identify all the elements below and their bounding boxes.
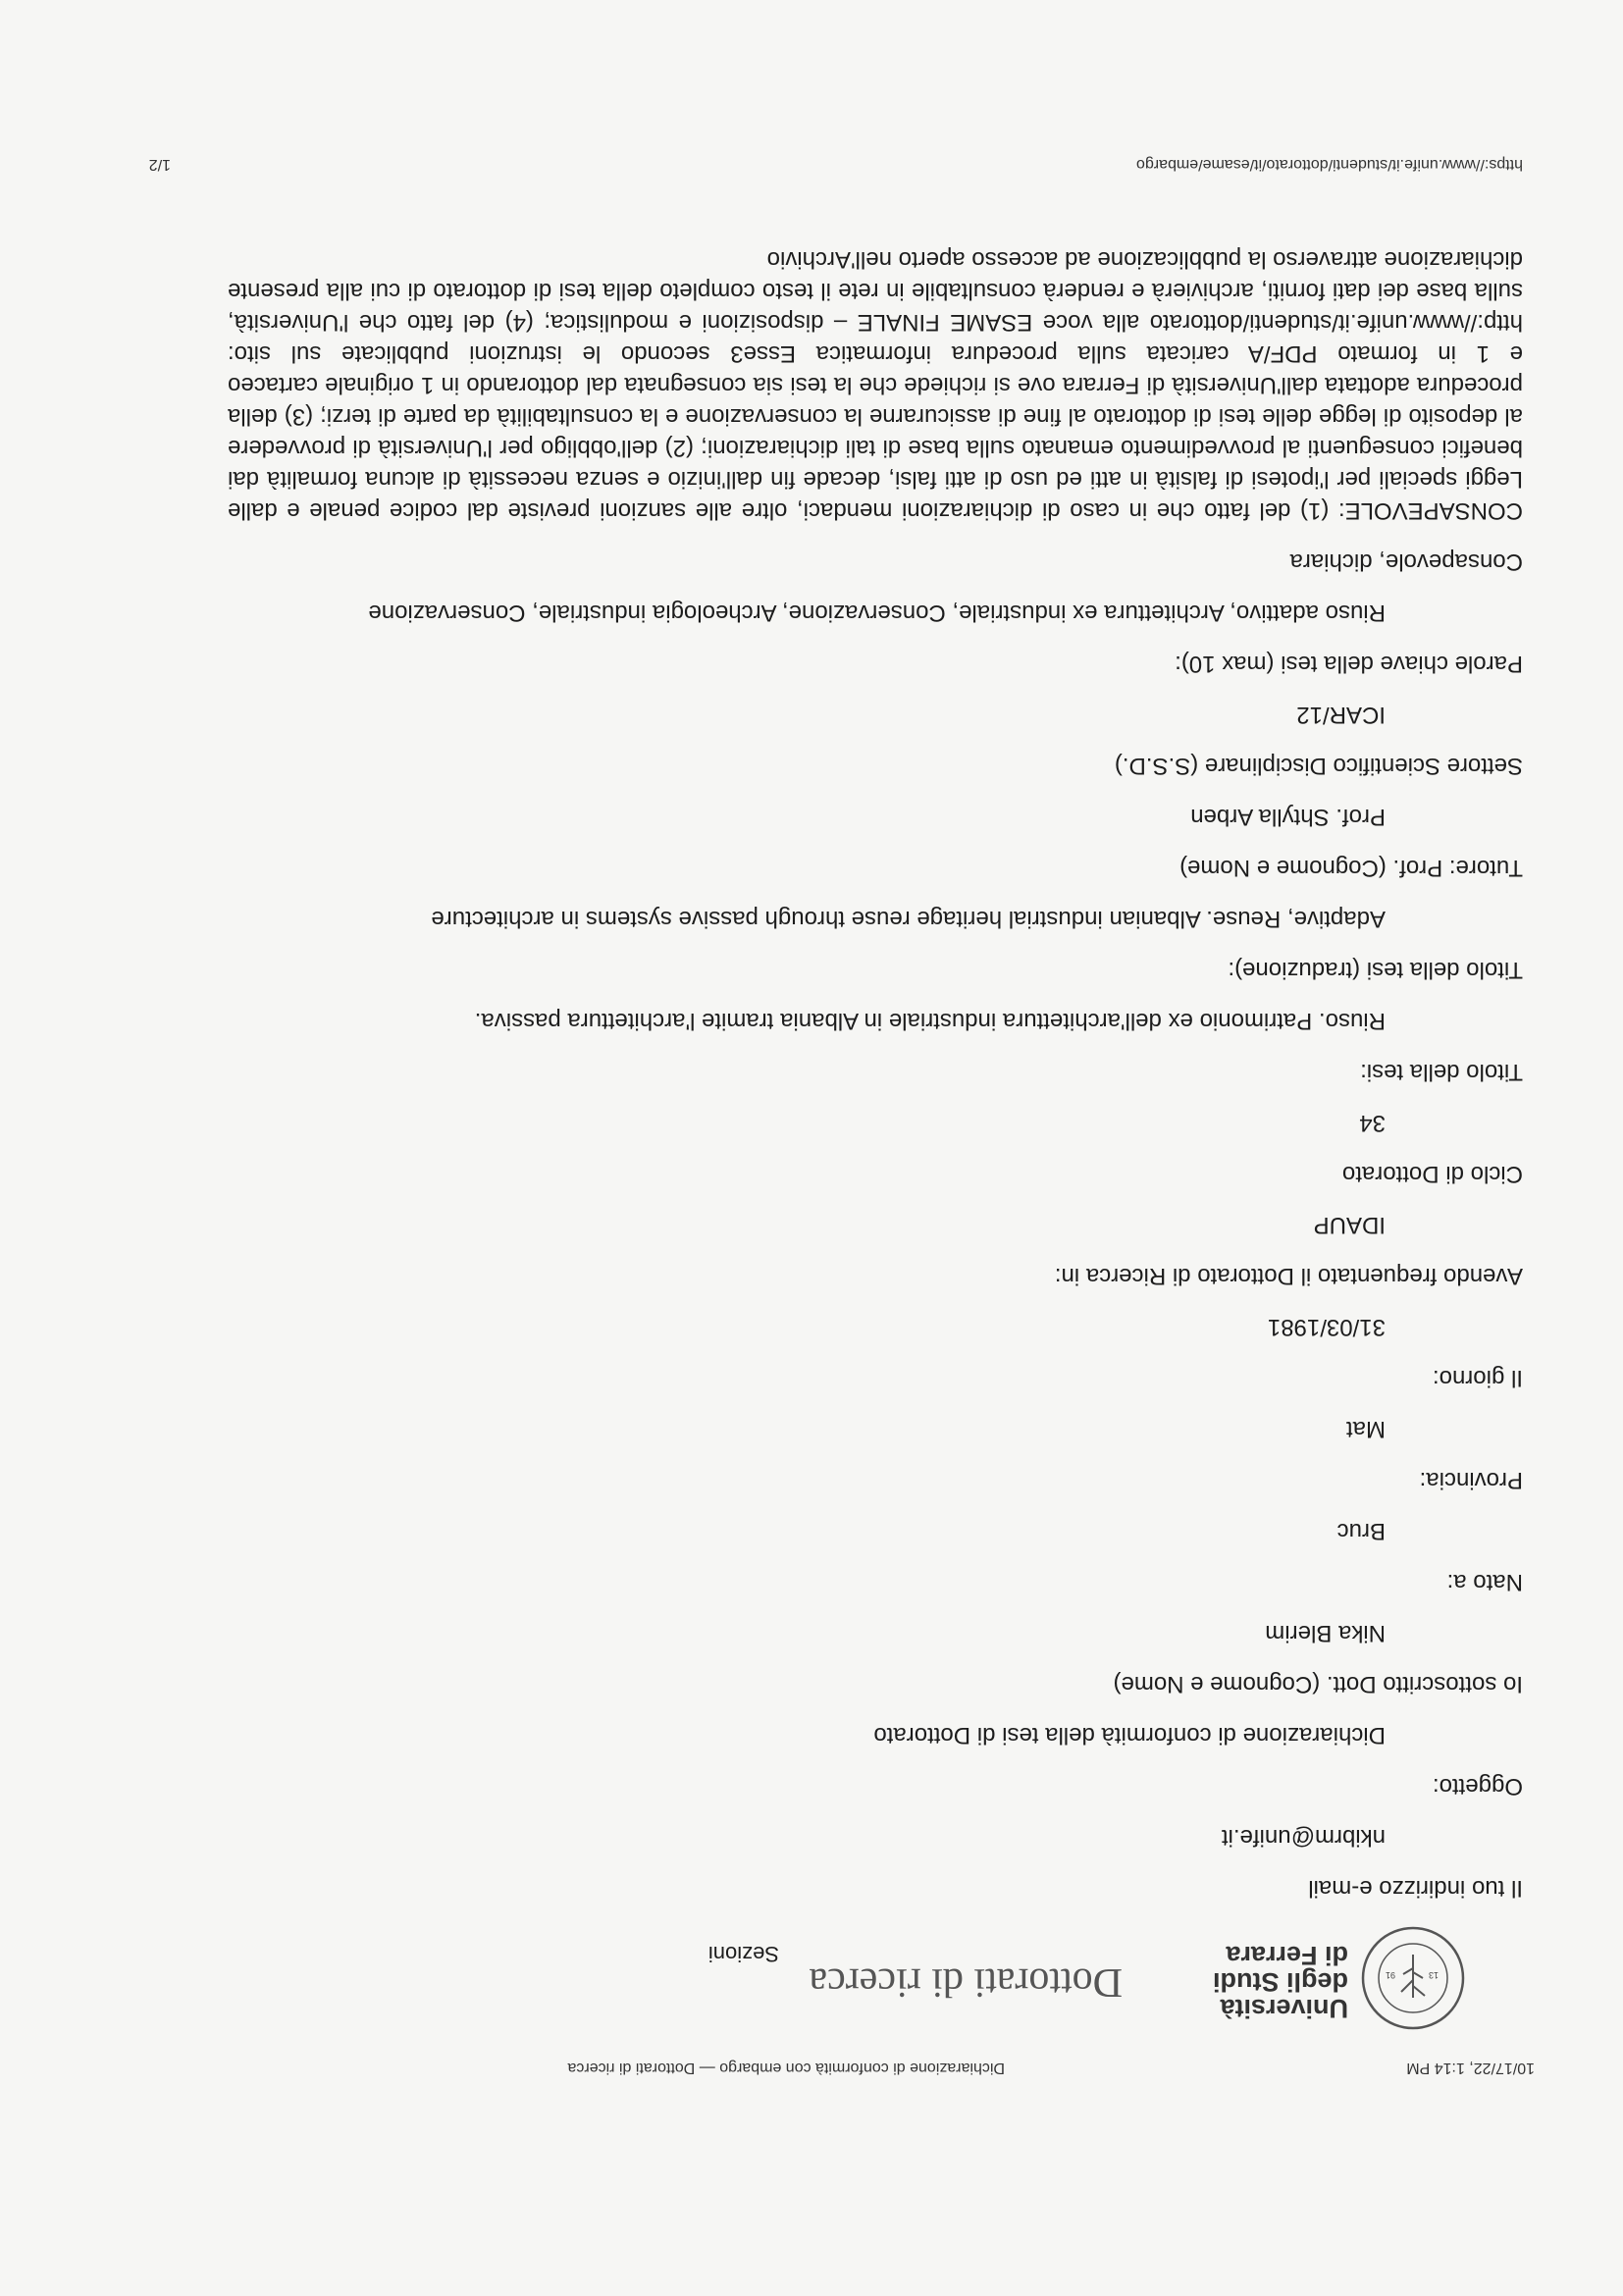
tutore-label: Tutore: Prof. (Cognome e Nome) bbox=[1179, 855, 1523, 881]
svg-text:91: 91 bbox=[1385, 1970, 1395, 1980]
sezioni-menu-link[interactable]: Sezioni bbox=[707, 1942, 779, 1966]
consapevole-text: CONSAPEVOLE: (1) del fatto che in caso di dichiarazioni mendaci, oltre alle sanzioni previste dal codice penale e dalle Leggi speciali per l'ipotesi di falsità in atti ed uso di atti falsi, decade fin dall'inizio e senza necessità di alcuna formalità dai benefici conseguenti al provvedimento emanato sulla base di tali dichiarazioni; (2) dell'obbligo per l'Università di provvedere al deposito di legge delle tesi di dottorato al fine di assicurarne la conservazione e la consultabilità da parte di terzi; (3) della procedura adottata dall'Università di Ferrara ove si richiede che la tesi sia consegnata dal dottorando in 1 originale cartaceo e 1 in formato PDF/A caricata sulla procedura informatica Esse3 secondo le istruzioni pubblicate sul sito: http://www.unife.it/studenti/dottorato alla voce ESAME FINALE – disposizioni e modulistica; (4) del fatto che l'Università, sulla base dei dati forniti, archivierà e renderà consultabile in rete il testo completo della tesi di dottorato di cui alla presente dichiarazione attraverso la pubblicazione ad accesso aperto nell'Archivio bbox=[228, 246, 1523, 524]
consapevole-label: Consapevole, dichiara bbox=[1289, 548, 1523, 575]
titolo-traduzione-value: Adaptive, Reuse. Albanian industrial heritage reuse through passive systems in architecture bbox=[431, 906, 1386, 932]
tutore-value: Prof. Shtylla Arben bbox=[1190, 804, 1386, 830]
titolo-traduzione-label: Titolo della tesi (traduzione): bbox=[1228, 957, 1523, 983]
dottorato-label: Avendo frequentato il Dottorato di Ricerca in: bbox=[1054, 1263, 1523, 1289]
portal-title: Dottorati di ricerca bbox=[809, 1959, 1123, 2005]
sottoscritto-value: Nika Blerim bbox=[1265, 1620, 1386, 1646]
sottoscritto-label: Io sottoscritto Dott. (Cognome e Nome) bbox=[1113, 1671, 1523, 1697]
provincia-label: Provincia: bbox=[1419, 1467, 1523, 1493]
ssd-label: Settore Scientifico Disciplinare (S.S.D.) bbox=[1114, 753, 1523, 779]
giorno-value: 31/03/1981 bbox=[1267, 1314, 1386, 1340]
titolo-label: Titolo della tesi: bbox=[1360, 1059, 1523, 1085]
print-datetime: 10/17/22, 1:14 PM bbox=[1406, 2060, 1535, 2076]
university-name bbox=[1213, 1942, 1348, 2021]
ssd-value: ICAR/12 bbox=[1296, 702, 1386, 728]
oggetto-label: Oggetto: bbox=[1432, 1773, 1523, 1800]
nato-value: Bruc bbox=[1336, 1518, 1386, 1544]
page-number: 1/2 bbox=[148, 156, 171, 173]
university-name-line-3: di Ferrara bbox=[1226, 1941, 1348, 1970]
titolo-value: Riuso. Patrimonio ex dell'architettura industriale in Albania tramite l'architettura passiva. bbox=[474, 1008, 1386, 1034]
ciclo-value: 34 bbox=[1359, 1110, 1386, 1136]
university-name-line-2: degli Studi bbox=[1213, 1967, 1348, 1997]
email-label: Il tuo indirizzo e-mail bbox=[1308, 1875, 1523, 1902]
email-value: nkibrm@unife.it bbox=[1221, 1824, 1386, 1851]
parole-chiave-value: Riuso adattivo, Architettura ex industriale, Conservazione, Archeologia industriale, Conservazione bbox=[368, 600, 1386, 626]
dottorato-value: IDAUP bbox=[1313, 1212, 1386, 1238]
parole-chiave-label: Parole chiave della tesi (max 10): bbox=[1175, 651, 1523, 677]
declaration-form bbox=[228, 224, 1523, 1904]
print-page-title: Dichiarazione di conformità con embargo — Dottorati di ricerca bbox=[567, 2060, 1005, 2076]
giorno-label: Il giorno: bbox=[1432, 1365, 1523, 1391]
provincia-value: Mat bbox=[1345, 1416, 1386, 1442]
nato-label: Nato a: bbox=[1446, 1569, 1523, 1595]
university-seal-icon bbox=[1360, 1925, 1466, 2031]
ciclo-label: Ciclo di Dottorato bbox=[1341, 1161, 1523, 1187]
footer-url: https://www.unife.it/studenti/dottorato/it/esame/embargo bbox=[1136, 156, 1523, 173]
oggetto-value: Dichiarazione di conformità della tesi di Dottorato bbox=[873, 1722, 1386, 1748]
university-name-line-1: Università bbox=[1220, 1994, 1348, 2023]
svg-text:13: 13 bbox=[1428, 1970, 1439, 1980]
